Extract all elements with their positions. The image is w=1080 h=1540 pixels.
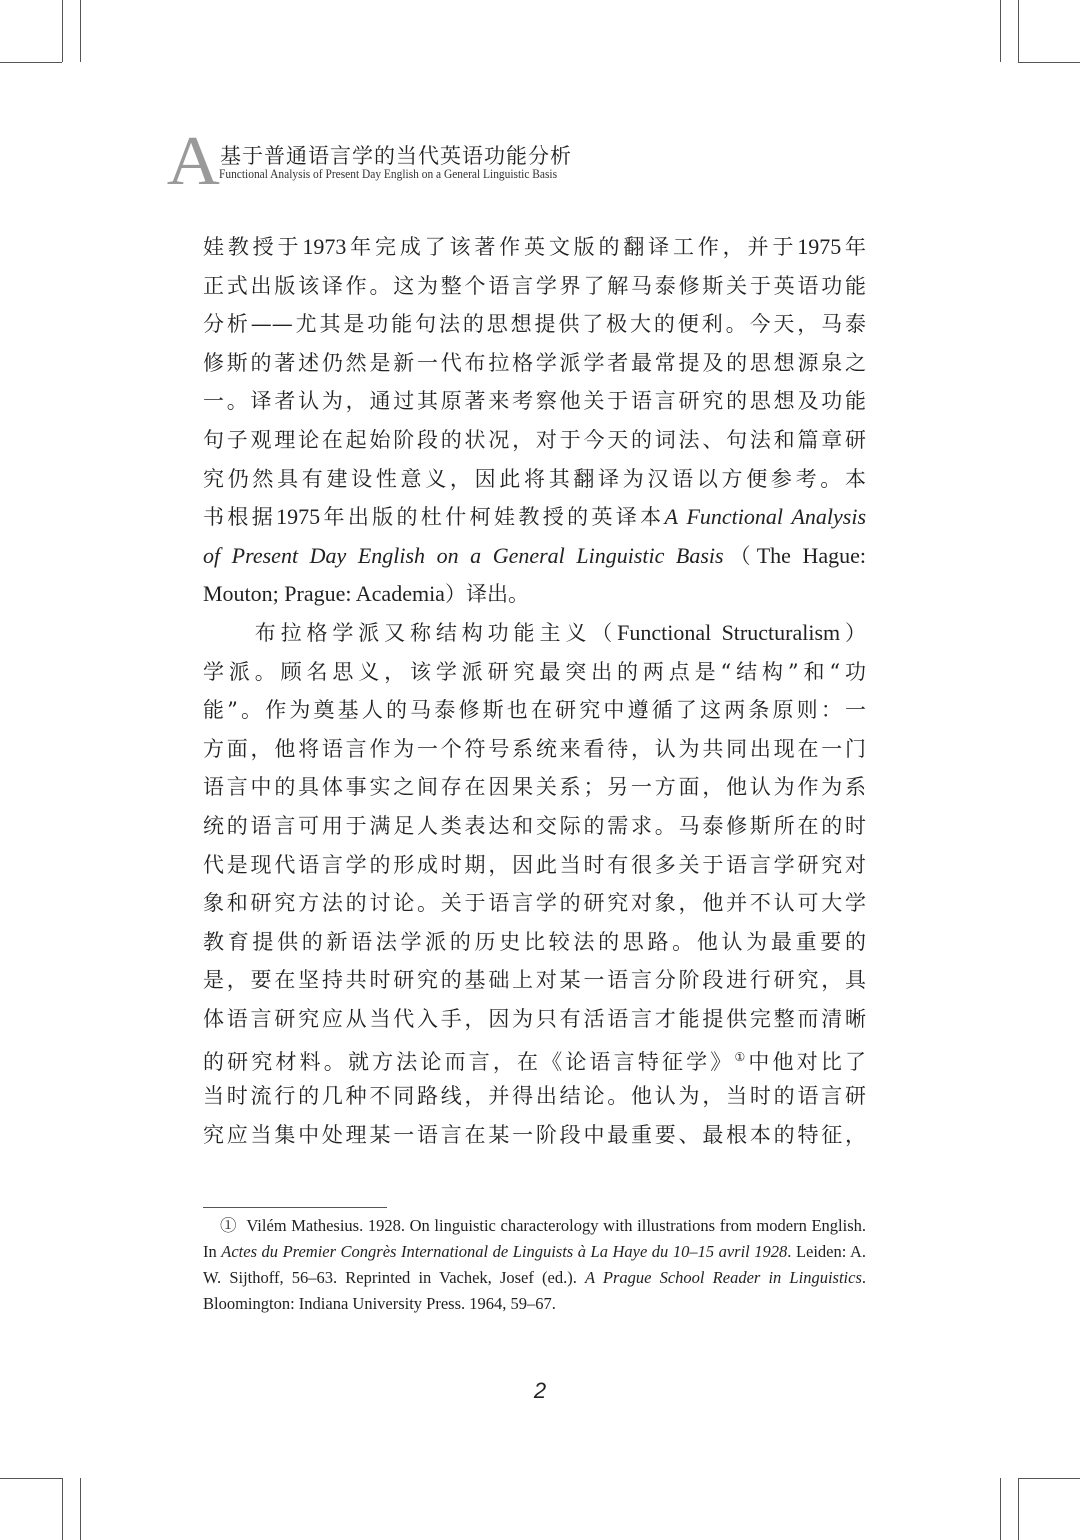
body-text-segment: 统的语言可用于满足人类表达和交际的需求。马泰修斯所在的时: [203, 813, 866, 838]
body-line: [203, 768, 866, 807]
body-text-segment: 年: [841, 235, 867, 259]
footnote-text: Vilém Mathesius. 1928. On linguistic characterology with illustrations from modern English. In: [203, 1216, 867, 1261]
body-text-segment: 1973: [302, 234, 347, 259]
body-line: [203, 498, 866, 537]
body-text-segment: Mouton; Prague: Academia: [203, 581, 445, 607]
page-number: 2: [533, 1378, 547, 1403]
body-text-segment: 书根据: [203, 505, 277, 530]
body-line: [203, 691, 866, 730]
body-line: [203, 807, 866, 846]
body-text-segment: 当时流行的几种不同路线，并得出结论。他认为，当时的语言研: [203, 1084, 866, 1109]
body-text-segment: 年出版的杜什柯娃教授的英译本: [320, 505, 665, 530]
body-text-segment: 布拉格学派又称结构功能主义（: [203, 620, 618, 645]
footnote-marker: ①: [220, 1216, 238, 1235]
body-text-segment: 能”。作为奠基人的马泰修斯也在研究中遵循了这两条原则：一: [203, 698, 866, 723]
body-line: [203, 537, 866, 576]
body-text-segment: 1975: [797, 234, 842, 259]
body-line: [203, 653, 866, 692]
footnote-italic-title: Actes du Premier Congrès International de Linguists à La Haye du 10–15 avril 1928: [221, 1242, 788, 1261]
body-text: [203, 228, 866, 1154]
body-text-segment: 代是现代语言学的形成时期，因此当时有很多关于语言学研究对: [203, 852, 866, 877]
body-text-segment: 方面，他将语言作为一个符号系统来看待，认为共同出现在一门: [203, 736, 866, 761]
body-line: [203, 884, 866, 923]
footnote-rule: [203, 1207, 387, 1208]
body-text-segment: 1975: [276, 504, 321, 530]
crop-mark: [1000, 1478, 1001, 1540]
body-text-segment: Functional Structuralism: [617, 619, 841, 645]
crop-mark: [1018, 62, 1080, 63]
body-text-segment: 一。译者认为，通过其原著来考察他关于语言研究的思想及功能: [203, 389, 866, 414]
body-text-segment: 体语言研究应从当代入手，因为只有活语言才能提供完整而清晰: [203, 1006, 866, 1031]
body-line: [203, 730, 866, 769]
body-text-segment: 分析——尤其是功能句法的思想提供了极大的便利。今天，马泰: [203, 312, 866, 337]
crop-mark: [1000, 0, 1001, 62]
crop-mark: [0, 1478, 62, 1479]
header-logo-letter: A: [166, 123, 220, 200]
body-text-segment: 年完成了该著作英文版的翻译工作，并于: [346, 235, 798, 259]
footnote-ref: ①: [734, 1050, 749, 1065]
crop-mark: [1018, 1478, 1080, 1479]
body-line: [203, 382, 866, 421]
footnote: [203, 1213, 866, 1317]
body-text-segment: （: [723, 543, 757, 568]
body-text-segment: 象和研究方法的讨论。关于语言学的研究对象，他并不认可大学: [203, 891, 866, 916]
body-line: [203, 344, 866, 383]
body-text-segment: 正式出版该译作。这为整个语言学界了解马泰修斯关于英语功能: [203, 273, 866, 298]
body-text-segment: 是，要在坚持共时研究的基础上对某一语言分阶段进行研究，具: [203, 968, 866, 993]
body-line: [203, 1116, 866, 1155]
body-text-segment: ）: [840, 620, 867, 645]
body-line: [203, 923, 866, 962]
body-text-segment: 语言中的具体事实之间存在因果关系；另一方面，他认为作为系: [203, 775, 866, 800]
body-line: [203, 614, 866, 653]
body-text-segment: 娃教授于: [203, 235, 303, 259]
body-text-segment: 句子观理论在起始阶段的状况，对于今天的词法、句法和篇章研: [203, 427, 866, 452]
body-text-segment: 学派。顾名思义，该学派研究最突出的两点是“结构”和“功: [203, 659, 866, 684]
body-line: [203, 1038, 866, 1077]
body-line: [203, 961, 866, 1000]
body-line: [203, 846, 866, 885]
crop-mark: [1018, 1478, 1019, 1540]
footnote-italic-title: A Prague School Reader in Linguistics: [584, 1268, 862, 1287]
body-line: [203, 305, 866, 344]
body-text-segment: 中他对比了: [748, 1050, 867, 1075]
footnote-text: . Leiden: A. W. Sijthoff, 56–63. Reprinted in Vachek, Josef (ed.).: [203, 1242, 866, 1287]
body-text-segment: 修斯的著述仍然是新一代布拉格学派学者最常提及的思想源泉之: [203, 350, 866, 375]
crop-mark: [62, 0, 63, 62]
body-text-segment: 究应当集中处理某一语言在某一阶段中最重要、最根本的特征，: [203, 1122, 866, 1147]
body-line: [203, 267, 866, 306]
body-text-segment: A Functional Analysis: [664, 504, 867, 530]
body-line: [203, 1077, 866, 1116]
footnote-text: . Bloomington: Indiana University Press. 1964, 59–67.: [203, 1268, 866, 1313]
body-text-segment: 究仍然具有建设性意义，因此将其翻译为汉语以方便参考。本: [203, 466, 866, 491]
crop-mark: [1018, 0, 1019, 62]
body-line: [203, 575, 866, 614]
body-text-segment: 教育提供的新语法学派的历史比较法的思路。他认为最重要的: [203, 929, 866, 954]
crop-mark: [62, 1478, 63, 1540]
body-text-segment: The Hague:: [756, 542, 867, 568]
body-text-segment: ）译出。: [444, 582, 529, 607]
body-line: [203, 1000, 866, 1039]
body-line: [203, 421, 866, 460]
crop-mark: [0, 62, 62, 63]
crop-mark: [80, 0, 81, 62]
body-text-segment: of Present Day English on a General Linguistic Basis: [203, 542, 724, 568]
body-line: [203, 460, 866, 499]
running-header-title-en: Functional Analysis of Present Day English on a General Linguistic Basis: [219, 166, 558, 181]
crop-mark: [80, 1478, 81, 1540]
running-header-title-cn: 基于普通语言学的当代英语功能分析: [220, 144, 572, 168]
body-line: [203, 228, 866, 267]
body-text-segment: 的研究材料。就方法论而言，在《论语言特征学》: [203, 1050, 735, 1075]
